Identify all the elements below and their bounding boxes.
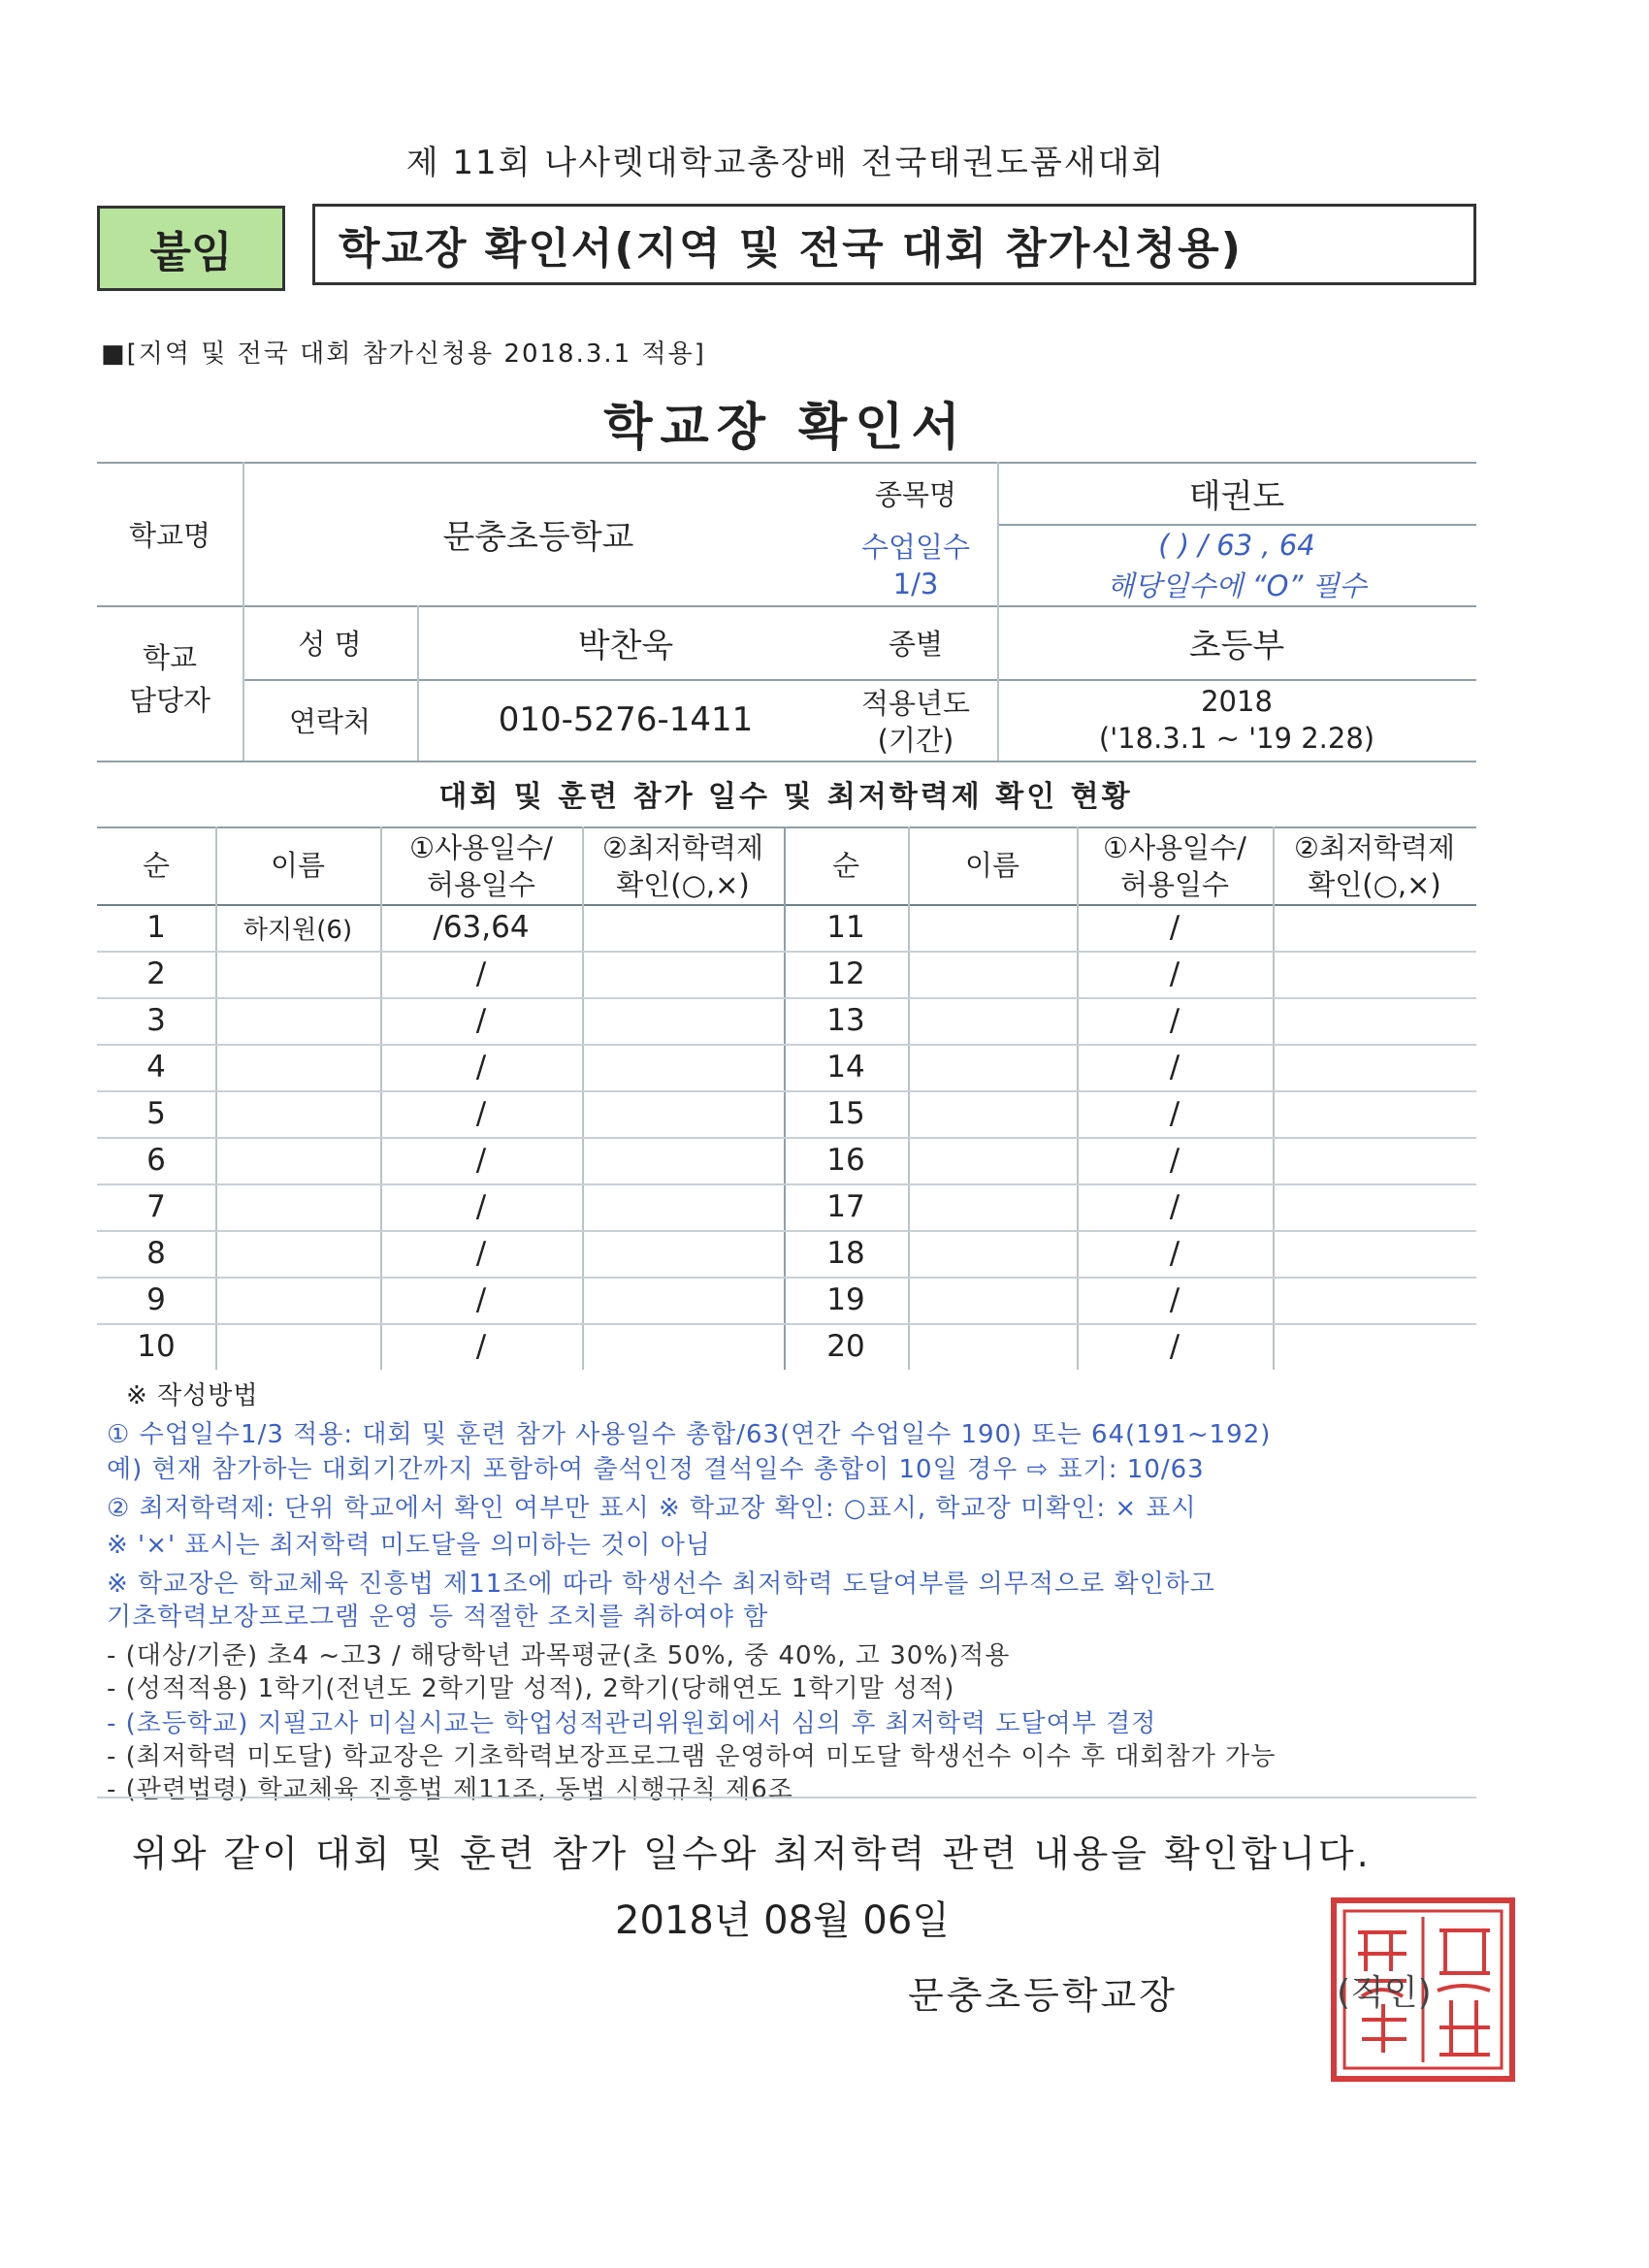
- cell-l-check: [582, 1323, 784, 1370]
- cell-r-check: [1273, 1183, 1476, 1230]
- class-days-note: 해당일수에 “O” 필수: [1107, 568, 1367, 602]
- division-label: 종별: [888, 627, 944, 661]
- cell-l-days: /: [475, 1096, 487, 1131]
- col-header-name: 이름: [270, 849, 326, 882]
- instruction-line: - (대상/기준) 초4 ~고3 / 해당학년 과목평균(초 50%, 중 40%, 고 30%)적용: [107, 1641, 1011, 1670]
- cell-r-check: [1273, 1137, 1476, 1183]
- cell-r-no: 19: [826, 1282, 865, 1317]
- header-title: 학교장 확인서(지역 및 전국 대회 참가신청용): [312, 204, 1476, 285]
- cell-l-days: /: [475, 1236, 487, 1271]
- col-header-days-right-2: 허용일수: [1119, 868, 1230, 901]
- cell-r-days: /: [1169, 1003, 1180, 1038]
- name-label: 성 명: [298, 627, 362, 661]
- cell-r-days: /: [1169, 956, 1180, 991]
- cell-r-name: [908, 997, 1077, 1044]
- col-header-days-2: 허용일수: [426, 868, 536, 901]
- manager-name-value: 박찬욱: [577, 626, 674, 665]
- cell-l-check: [582, 997, 784, 1044]
- cell-r-no: 17: [826, 1189, 865, 1224]
- col-header-days: ①사용일수/: [409, 831, 553, 864]
- cell-l-name: [215, 997, 380, 1044]
- contact-value: 010-5276-1411: [498, 700, 754, 739]
- cell-l-name: [215, 1183, 380, 1230]
- instruction-line: - (성적적용) 1학기(전년도 2학기말 성적), 2학기(당해연도 1학기말 성적): [107, 1674, 955, 1703]
- cell-r-days: /: [1169, 1236, 1180, 1271]
- cell-l-days: /: [475, 1003, 487, 1038]
- cell-l-name: [215, 951, 380, 997]
- cell-l-name: [215, 1137, 380, 1183]
- cell-l-check: [582, 1137, 784, 1183]
- col-header-days-right: ①사용일수/: [1103, 831, 1246, 864]
- cell-r-check: [1273, 1323, 1476, 1370]
- cell-l-no: 3: [146, 1003, 166, 1038]
- cell-r-no: 12: [826, 956, 865, 991]
- instruction-line: ※ 학교장은 학교체육 진흥법 제11조에 따라 학생선수 최저학력 도달여부를 의무적으로 확인하고: [107, 1570, 1215, 1599]
- instruction-line: ② 최저학력제: 단위 학교에서 확인 여부만 표시 ※ 학교장 확인: ○표시, 학교장 미확인: × 표시: [107, 1494, 1197, 1523]
- col-header-name-right: 이름: [964, 849, 1020, 882]
- cell-l-name: 하지원(6): [242, 915, 353, 945]
- cell-r-days: /: [1169, 1282, 1180, 1317]
- instruction-line: - (관련법령) 학교체육 진흥법 제11조, 동법 시행규칙 제6조: [107, 1775, 793, 1804]
- cell-l-name: [215, 1277, 380, 1323]
- instruction-line: ① 수업일수1/3 적용: 대회 및 훈련 참가 사용일수 총합/63(연간 수업일수 190) 또는 64(191~192): [107, 1420, 1272, 1449]
- instruction-line: 예) 현재 참가하는 대회기간까지 포함하여 출석인정 결석일수 총합이 10일 경우 ⇨ 표기: 10/63: [107, 1455, 1205, 1484]
- cell-r-no: 16: [826, 1143, 865, 1178]
- cell-r-no: 14: [826, 1050, 865, 1085]
- cell-l-days: /63,64: [433, 910, 530, 945]
- cell-r-check: [1273, 1277, 1476, 1323]
- col-header-no: 순: [142, 849, 170, 882]
- section-title: 대회 및 훈련 참가 일수 및 최저학력제 확인 현황: [438, 780, 1133, 814]
- cell-l-days: /: [475, 956, 487, 991]
- document-title: 학교장 확인서: [603, 399, 968, 457]
- cell-r-name: [908, 1183, 1077, 1230]
- cell-l-no: 9: [146, 1282, 166, 1317]
- cell-l-check: [582, 1044, 784, 1090]
- cell-l-no: 10: [137, 1329, 176, 1364]
- class-days-value: ( ) / 63 , 64: [1158, 529, 1315, 562]
- cell-r-no: 18: [826, 1236, 865, 1271]
- cell-l-check: [582, 951, 784, 997]
- applicability-notice: ■[지역 및 전국 대회 참가신청용 2018.3.1 적용]: [101, 340, 706, 369]
- cell-l-no: 7: [146, 1189, 166, 1224]
- cell-l-no: 5: [146, 1096, 166, 1131]
- cell-l-check: [582, 1230, 784, 1277]
- instruction-line: - (초등학교) 지필고사 미실시교는 학업성적관리위원회에서 심의 후 최저학력 도달여부 결정: [107, 1709, 1157, 1738]
- seal-mark: (직인): [1337, 1973, 1432, 2013]
- cell-l-name: [215, 1323, 380, 1370]
- cell-r-name: [908, 951, 1077, 997]
- manager-label: 학교: [142, 640, 198, 674]
- cell-r-days: /: [1169, 1189, 1180, 1224]
- attachment-badge: 붙임: [97, 206, 285, 291]
- col-header-check-right: ②최저학력제: [1293, 831, 1456, 864]
- cell-l-no: 8: [146, 1236, 166, 1271]
- instruction-line: 기초학력보장프로그램 운영 등 적절한 조치를 취하여야 함: [107, 1603, 769, 1632]
- cell-r-check: [1273, 951, 1476, 997]
- cell-l-check: [582, 904, 784, 951]
- cell-l-check: [582, 1090, 784, 1137]
- col-header-no-right: 순: [831, 849, 859, 882]
- cell-r-no: 11: [826, 910, 865, 945]
- cell-l-check: [582, 1183, 784, 1230]
- col-header-check-right-2: 확인(○,×): [1308, 868, 1441, 901]
- cell-r-days: /: [1169, 1329, 1180, 1364]
- col-header-check-2: 확인(○,×): [616, 868, 750, 901]
- class-days-ratio-label: 1/3: [892, 567, 939, 600]
- cell-r-check: [1273, 1044, 1476, 1090]
- cell-l-no: 4: [146, 1050, 166, 1085]
- cell-r-check: [1273, 997, 1476, 1044]
- instructions-heading: ※ 작성방법: [126, 1381, 259, 1410]
- instruction-line: ※ '×' 표시는 최저학력 미도달을 의미하는 것이 아님: [107, 1531, 711, 1560]
- sport-label: 종목명: [874, 477, 957, 511]
- cell-l-name: [215, 1044, 380, 1090]
- cell-r-no: 13: [826, 1003, 865, 1038]
- cell-l-days: /: [475, 1282, 487, 1317]
- cell-r-check: [1273, 1090, 1476, 1137]
- cell-r-days: /: [1169, 1096, 1180, 1131]
- cell-r-days: /: [1169, 910, 1180, 945]
- cell-l-days: /: [475, 1050, 487, 1085]
- sport-value: 태권도: [1188, 476, 1285, 516]
- year-value: 2018: [1201, 685, 1273, 718]
- cell-l-days: /: [475, 1329, 487, 1364]
- cell-r-no: 15: [826, 1096, 865, 1131]
- cell-r-name: [908, 1277, 1077, 1323]
- cell-r-name: [908, 1044, 1077, 1090]
- confirmation-statement: 위와 같이 대회 및 훈련 참가 일수와 최저학력 관련 내용을 확인합니다.: [132, 1832, 1372, 1875]
- instruction-line: - (최저학력 미도달) 학교장은 기초학력보장프로그램 운영하여 미도달 학생선수 이수 후 대회참가 가능: [107, 1742, 1277, 1771]
- event-title: 제 11회 나사렛대학교총장배 전국태권도품새대회: [405, 144, 1166, 182]
- school-name-value: 문충초등학교: [442, 517, 634, 557]
- cell-l-check: [582, 1277, 784, 1323]
- cell-l-no: 2: [146, 956, 166, 991]
- cell-l-no: 1: [146, 910, 166, 945]
- class-days-label: 수업일수: [860, 530, 971, 564]
- cell-r-name: [908, 904, 1077, 951]
- cell-r-name: [908, 1323, 1077, 1370]
- cell-r-check: [1273, 904, 1476, 951]
- cell-l-days: /: [475, 1143, 487, 1178]
- cell-r-days: /: [1169, 1143, 1180, 1178]
- cell-l-name: [215, 1090, 380, 1137]
- col-header-check: ②최저학력제: [601, 831, 764, 864]
- cell-r-days: /: [1169, 1050, 1180, 1085]
- cell-r-no: 20: [826, 1329, 865, 1364]
- manager-label-2: 담당자: [128, 683, 211, 717]
- contact-label: 연락처: [288, 704, 372, 738]
- period-value: ('18.3.1 ~ '19 2.28): [1098, 722, 1375, 755]
- division-value: 초등부: [1188, 626, 1285, 665]
- school-name-label: 학교명: [128, 518, 211, 552]
- year-label: 적용년도: [860, 686, 971, 720]
- cell-l-days: /: [475, 1189, 487, 1224]
- cell-r-name: [908, 1137, 1077, 1183]
- principal-signature: 문충초등학교장: [908, 1974, 1178, 2017]
- cell-l-no: 6: [146, 1143, 166, 1178]
- issue-date: 2018년 08월 06일: [615, 1898, 950, 1943]
- cell-r-check: [1273, 1230, 1476, 1277]
- cell-r-name: [908, 1090, 1077, 1137]
- cell-l-name: [215, 1230, 380, 1277]
- cell-r-name: [908, 1230, 1077, 1277]
- period-label: (기간): [877, 723, 954, 757]
